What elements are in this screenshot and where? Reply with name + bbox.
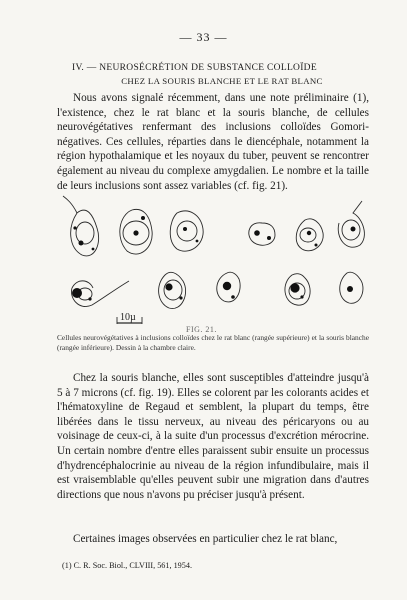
figure-21 [57,193,369,328]
page-number: — 33 — [179,30,228,44]
figure-label: FIG. 21. [186,325,217,334]
section-heading-line1: IV. — NEUROSÉCRÉTION DE SUBSTANCE COLLOÏDE [72,63,317,73]
paragraph-mouse: Chez la souris blanche, elles sont susceptibles d'atteindre jusqu'à 5 à 7 microns (cf. fig. 19). Elles se colorent par les colorants acides et l'hématoxyline de Regaud et semblent, la plupart du temps, être libérées dans le tissu nerveux, au niveau des péricaryons ou au voisinage de ceux-ci, à la suite d'un processus d'excrétion mérocrine. Un certain nombre d'entre elles paraissent subir ensuite un processus d'hydrencéphalocrinie au niveau de la région infundibulaire, mais il est vraisemblable qu'elles peuvent subir une migration dans d'autres directions que nous n'avons pu préciser jusqu'à présent. [57,372,369,501]
cell-3-outline [170,211,203,251]
cell-1-nucleus [76,222,94,244]
paragraph-intro: Nous avons signalé récemment, dans une note préliminaire (1), l'existence, chez le rat blanc et la souris blanche, de cellules neurovégétatives renfermant des inclusions colloïdes Gomori-négatives. Ces cellules, réparties dans le diencéphale, notamment la région hypothalamique et les noyaux du tuber, peuvent se rencontrer également au niveau du complexe amygdalien. Le nombre et la taille de leurs inclusions sont assez variables (cf. fig. 21). [57,92,369,192]
footnote: (1) C. R. Soc. Biol., CLVIII, 561, 1954. [62,561,193,570]
figure-caption: Cellules neurovégétatives à inclusions colloïdes chez le rat blanc (rangée supérieure) et la souris blanche (rangée inférieure). Dessin à la chambre claire. [57,333,369,352]
cell-4-outline [249,223,275,245]
figure-21-drawing [57,193,369,328]
section-heading [72,62,372,88]
paragraph-rat: Certaines images observées en particulier chez le rat blanc, [73,533,338,545]
section-heading-line2: CHEZ LA SOURIS BLANCHE ET LE RAT BLANC [121,76,323,86]
scale-label: 10µ [120,312,136,323]
